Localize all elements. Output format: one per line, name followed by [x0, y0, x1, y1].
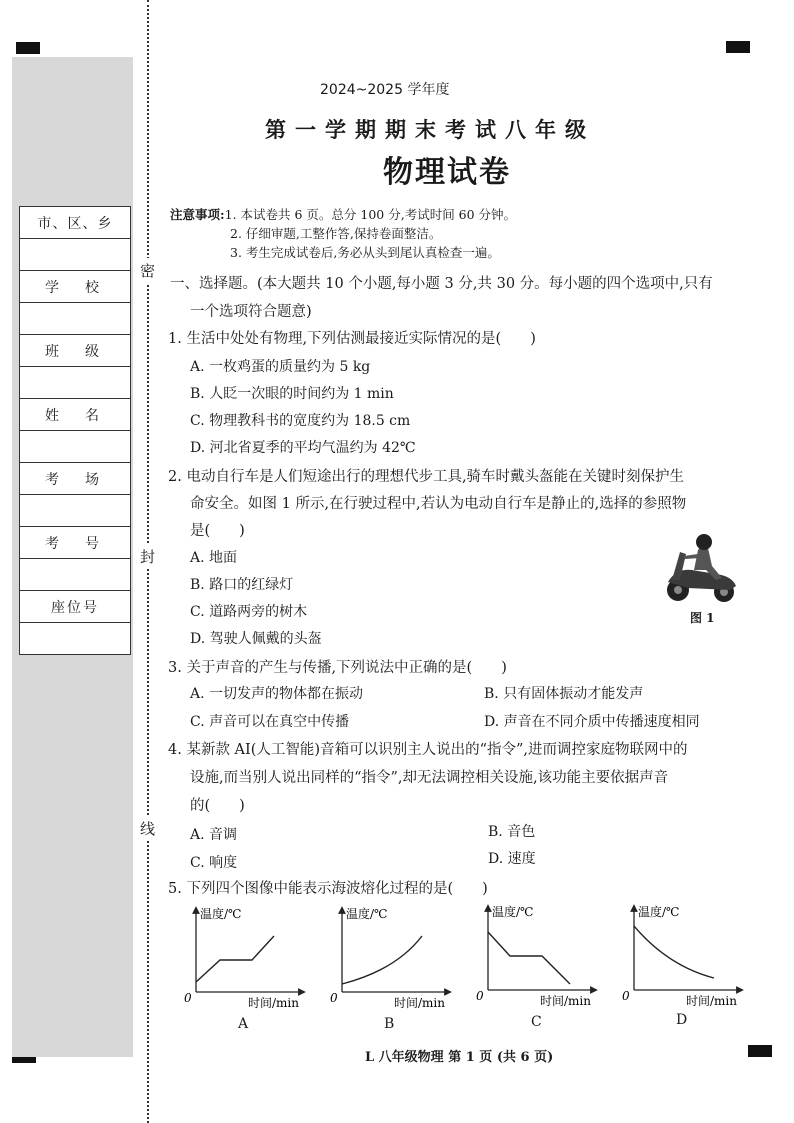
- q1-option-c[interactable]: C. 物理教科书的宽度约为 18.5 cm: [190, 413, 411, 429]
- exam-subject-title: 物理试卷: [383, 155, 511, 190]
- q2-option-b[interactable]: B. 路口的红绿灯: [190, 577, 294, 593]
- graph-b-label[interactable]: B: [384, 1016, 395, 1032]
- graph-a-label[interactable]: A: [238, 1016, 249, 1032]
- graph-d-label[interactable]: D: [676, 1012, 688, 1028]
- field-label-exam-room: 考 场: [20, 463, 131, 495]
- q1-option-b[interactable]: B. 人眨一次眼的时间约为 1 min: [190, 386, 394, 402]
- field-label-class: 班 级: [20, 335, 131, 367]
- graph-b-origin: 0: [330, 991, 338, 1005]
- field-input-district[interactable]: [20, 239, 131, 271]
- academic-year: 2024~2025 学年度: [320, 82, 450, 98]
- q2-option-d[interactable]: D. 驾驶人佩戴的头盔: [190, 631, 322, 647]
- graph-a-origin: 0: [184, 991, 192, 1005]
- notice-line-1: [170, 205, 516, 223]
- registration-mark-bottom-right: [748, 1045, 772, 1057]
- q3-option-b[interactable]: B. 只有固体振动才能发声: [484, 686, 644, 702]
- graph-b-xlabel: 时间/min: [394, 996, 445, 1010]
- q2-option-a[interactable]: A. 地面: [190, 550, 238, 566]
- field-label-district: 市、区、乡: [20, 207, 131, 239]
- q3-option-c[interactable]: C. 声音可以在真空中传播: [190, 714, 350, 730]
- q2-option-c[interactable]: C. 道路两旁的树木: [190, 604, 308, 620]
- graph-a-xlabel: 时间/min: [248, 996, 299, 1010]
- graph-c-xlabel: 时间/min: [540, 994, 591, 1008]
- graph-c-origin: 0: [476, 989, 484, 1003]
- field-label-school: 学 校: [20, 271, 131, 303]
- question-3-stem: 3. 关于声音的产生与传播,下列说法中正确的是( ): [168, 660, 507, 676]
- q1-option-a[interactable]: A. 一枚鸡蛋的质量约为 5 kg: [190, 359, 371, 375]
- q4-option-b[interactable]: B. 音色: [488, 824, 536, 840]
- field-input-school[interactable]: [20, 303, 131, 335]
- graph-d-origin: 0: [622, 989, 630, 1003]
- q4-option-d[interactable]: D. 速度: [488, 851, 536, 867]
- question-5-stem: 5. 下列四个图像中能表示海波熔化过程的是( ): [168, 881, 488, 897]
- notice-item: 3. 考生完成试卷后,务必从头到尾认真检查一遍。: [230, 245, 500, 260]
- question-4-stem-cont: 设施,而当别人说出同样的“指令”,却无法调控相关设施,该功能主要依据声音: [190, 770, 669, 786]
- q3-option-a[interactable]: A. 一切发声的物体都在振动: [190, 686, 364, 702]
- graph-d-ylabel: 温度/℃: [638, 905, 680, 919]
- field-label-exam-number: 考 号: [20, 527, 131, 559]
- notice-item: 2. 仔细审题,工整作答,保持卷面整洁。: [230, 226, 442, 241]
- field-label-seat-number: 座位号: [20, 591, 131, 623]
- question-2-stem-cont: 是( ): [190, 523, 245, 539]
- field-input-exam-number[interactable]: [20, 559, 131, 591]
- question-4-stem: 4. 某新款 AI(人工智能)音箱可以识别主人说出的“指令”,进而调控家庭物联网中的: [168, 742, 688, 758]
- graph-c: [472, 900, 602, 1008]
- graph-c-label[interactable]: C: [531, 1014, 542, 1030]
- field-label-name: 姓 名: [20, 399, 131, 431]
- graph-b: [326, 902, 456, 1010]
- student-info-table: [19, 206, 131, 655]
- registration-mark-top-right: [726, 41, 750, 53]
- registration-mark-top-left: [16, 42, 40, 54]
- field-input-class[interactable]: [20, 367, 131, 399]
- seal-char-xian: 线: [140, 816, 155, 841]
- question-2-stem-cont: 命安全。如图 1 所示,在行驶过程中,若认为电动自行车是静止的,选择的参照物: [190, 496, 687, 512]
- graph-c-ylabel: 温度/℃: [492, 905, 534, 919]
- notice-label: 注意事项:: [170, 207, 225, 222]
- field-input-exam-room[interactable]: [20, 495, 131, 527]
- section-heading-cont: 一个选项符合题意): [190, 304, 312, 320]
- graph-d-xlabel: 时间/min: [686, 994, 737, 1008]
- graph-d: [618, 900, 748, 1008]
- question-4-stem-cont: 的( ): [190, 798, 245, 814]
- question-1-stem: 1. 生活中处处有物理,下列估测最接近实际情况的是( ): [168, 331, 536, 347]
- field-input-name[interactable]: [20, 431, 131, 463]
- q4-option-c[interactable]: C. 响度: [190, 855, 238, 871]
- graph-a: [180, 902, 310, 1010]
- question-2-stem: 2. 电动自行车是人们短途出行的理想代步工具,骑车时戴头盔能在关键时刻保护生: [168, 469, 685, 485]
- seal-char-feng: 封: [140, 544, 155, 569]
- figure-1-caption: 图 1: [690, 611, 715, 625]
- seal-char-mi: 密: [140, 258, 155, 283]
- section-heading: 一、选择题。(本大题共 10 个小题,每小题 3 分,共 30 分。每小题的四个选项中,只有: [170, 276, 713, 292]
- page-footer: L 八年级物理 第 1 页 (共 6 页): [365, 1050, 554, 1065]
- notice-item: 1. 本试卷共 6 页。总分 100 分,考试时间 60 分钟。: [224, 207, 517, 222]
- q1-option-d[interactable]: D. 河北省夏季的平均气温约为 42℃: [190, 440, 416, 456]
- figure-1-scooter-image: [658, 530, 744, 606]
- graph-a-ylabel: 温度/℃: [200, 907, 242, 921]
- field-input-seat-number[interactable]: [20, 623, 131, 655]
- graph-b-ylabel: 温度/℃: [346, 907, 388, 921]
- exam-title: 第一学期期末考试八年级: [265, 117, 595, 142]
- q3-option-d[interactable]: D. 声音在不同介质中传播速度相同: [484, 714, 700, 730]
- q4-option-a[interactable]: A. 音调: [190, 827, 238, 843]
